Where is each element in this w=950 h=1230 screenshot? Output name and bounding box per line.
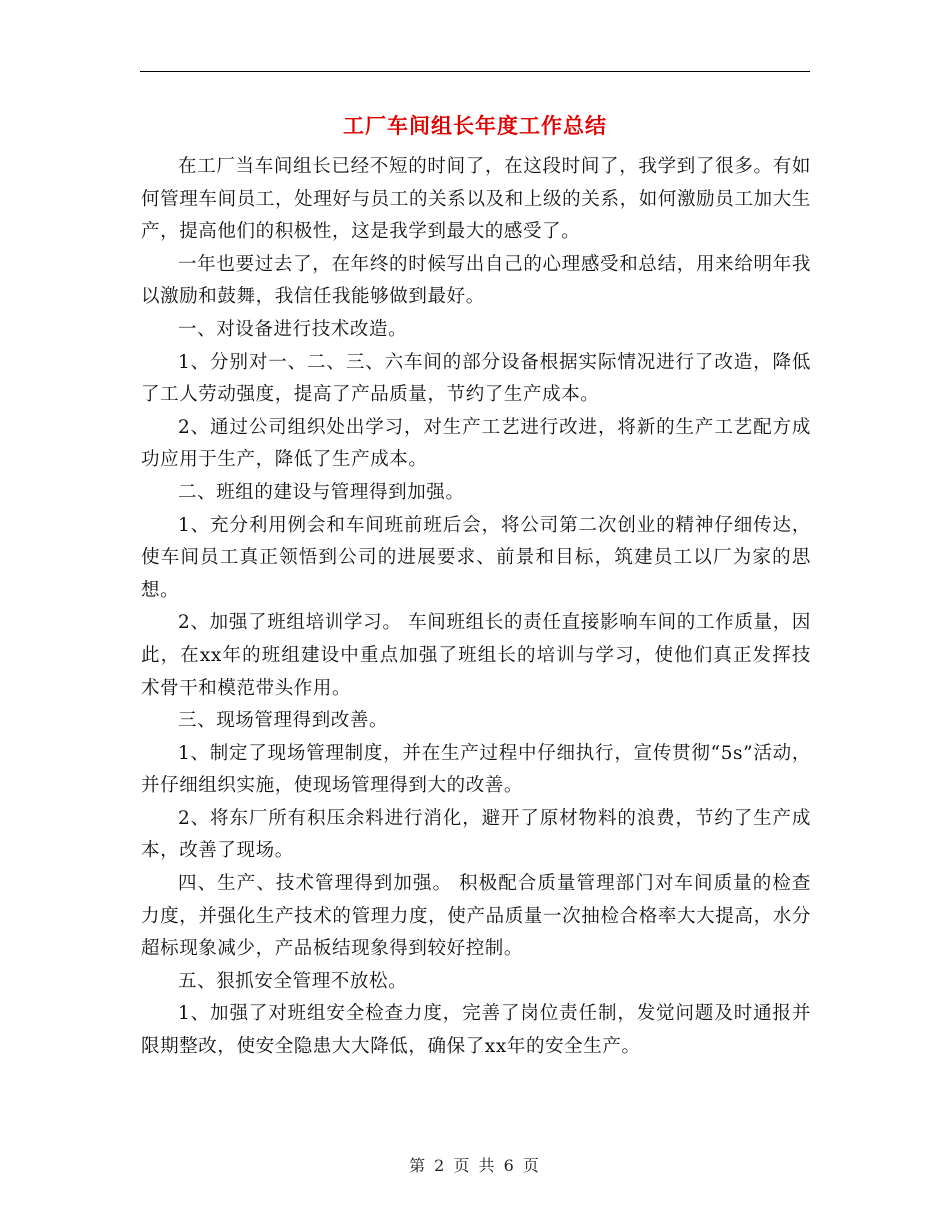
section-heading-team: 二、班组的建设与管理得到加强。 [178, 481, 465, 503]
paragraph-team-1: 1、充分利用例会和车间班前班后会，将公司第二次创业的精神仔细传达，使车间员工真正领悟到公司的进展要求、前景和目标，筑建员工以厂为家的思想。 [141, 514, 811, 601]
page-number: 第 2 页 共 6 页 [409, 1156, 541, 1175]
section-heading-site: 三、现场管理得到改善。 [178, 710, 389, 732]
paragraph-team-2: 2、加强了班组培训学习。 车间班组长的责任直接影响车间的工作质量，因此，在xx年的班组建设中重点加强了班组长的培训与学习，使他们真正发挥技术骨干和模范带头作用。 [141, 612, 811, 699]
paragraph-site-2: 2、将东厂所有积压余料进行消化，避开了原材物料的浪费，节约了生产成本，改善了现场。 [141, 807, 811, 862]
section-heading-equipment: 一、对设备进行技术改造。 [178, 318, 408, 340]
document-title: 工厂车间组长年度工作总结 [343, 113, 607, 138]
paragraph-equipment-1: 1、分别对一、二、三、六车间的部分设备根据实际情况进行了改造，降低了工人劳动强度，提高了产品质量，节约了生产成本。 [141, 351, 811, 406]
section-production: 四、生产、技术管理得到加强。 积极配合质量管理部门对车间质量的检查力度，并强化生产技术的管理力度，使产品质量一次抽检合格率大大提高，水分超标现象减少，产品板结现象得到较好控制。 [141, 873, 811, 960]
header-rule [140, 71, 810, 72]
document-body [141, 151, 811, 1064]
paragraph-intro: 在工厂当车间组长已经不短的时间了，在这段时间了，我学到了很多。有如何管理车间员工，处理好与员工的关系以及和上级的关系，如何激励员工加大生产，提高他们的积极性，这是我学到最大的感受了。 [141, 156, 811, 243]
section-heading-safety: 五、狠抓安全管理不放松。 [178, 970, 408, 992]
paragraph-equipment-2: 2、通过公司组织处出学习，对生产工艺进行改进，将新的生产工艺配方成功应用于生产，降低了生产成本。 [141, 416, 811, 471]
paragraph-year-end: 一年也要过去了，在年终的时候写出自己的心理感受和总结，用来给明年我以激励和鼓舞，我信任我能够做到最好。 [141, 253, 811, 308]
paragraph-safety-1: 1、加强了对班组安全检查力度，完善了岗位责任制，发觉问题及时通报并限期整改，使安全隐患大大降低，确保了xx年的安全生产。 [141, 1003, 811, 1058]
paragraph-site-1: 1、制定了现场管理制度，并在生产过程中仔细执行，宣传贯彻“5s”活动，并仔细组织实施，使现场管理得到大的改善。 [141, 742, 811, 797]
